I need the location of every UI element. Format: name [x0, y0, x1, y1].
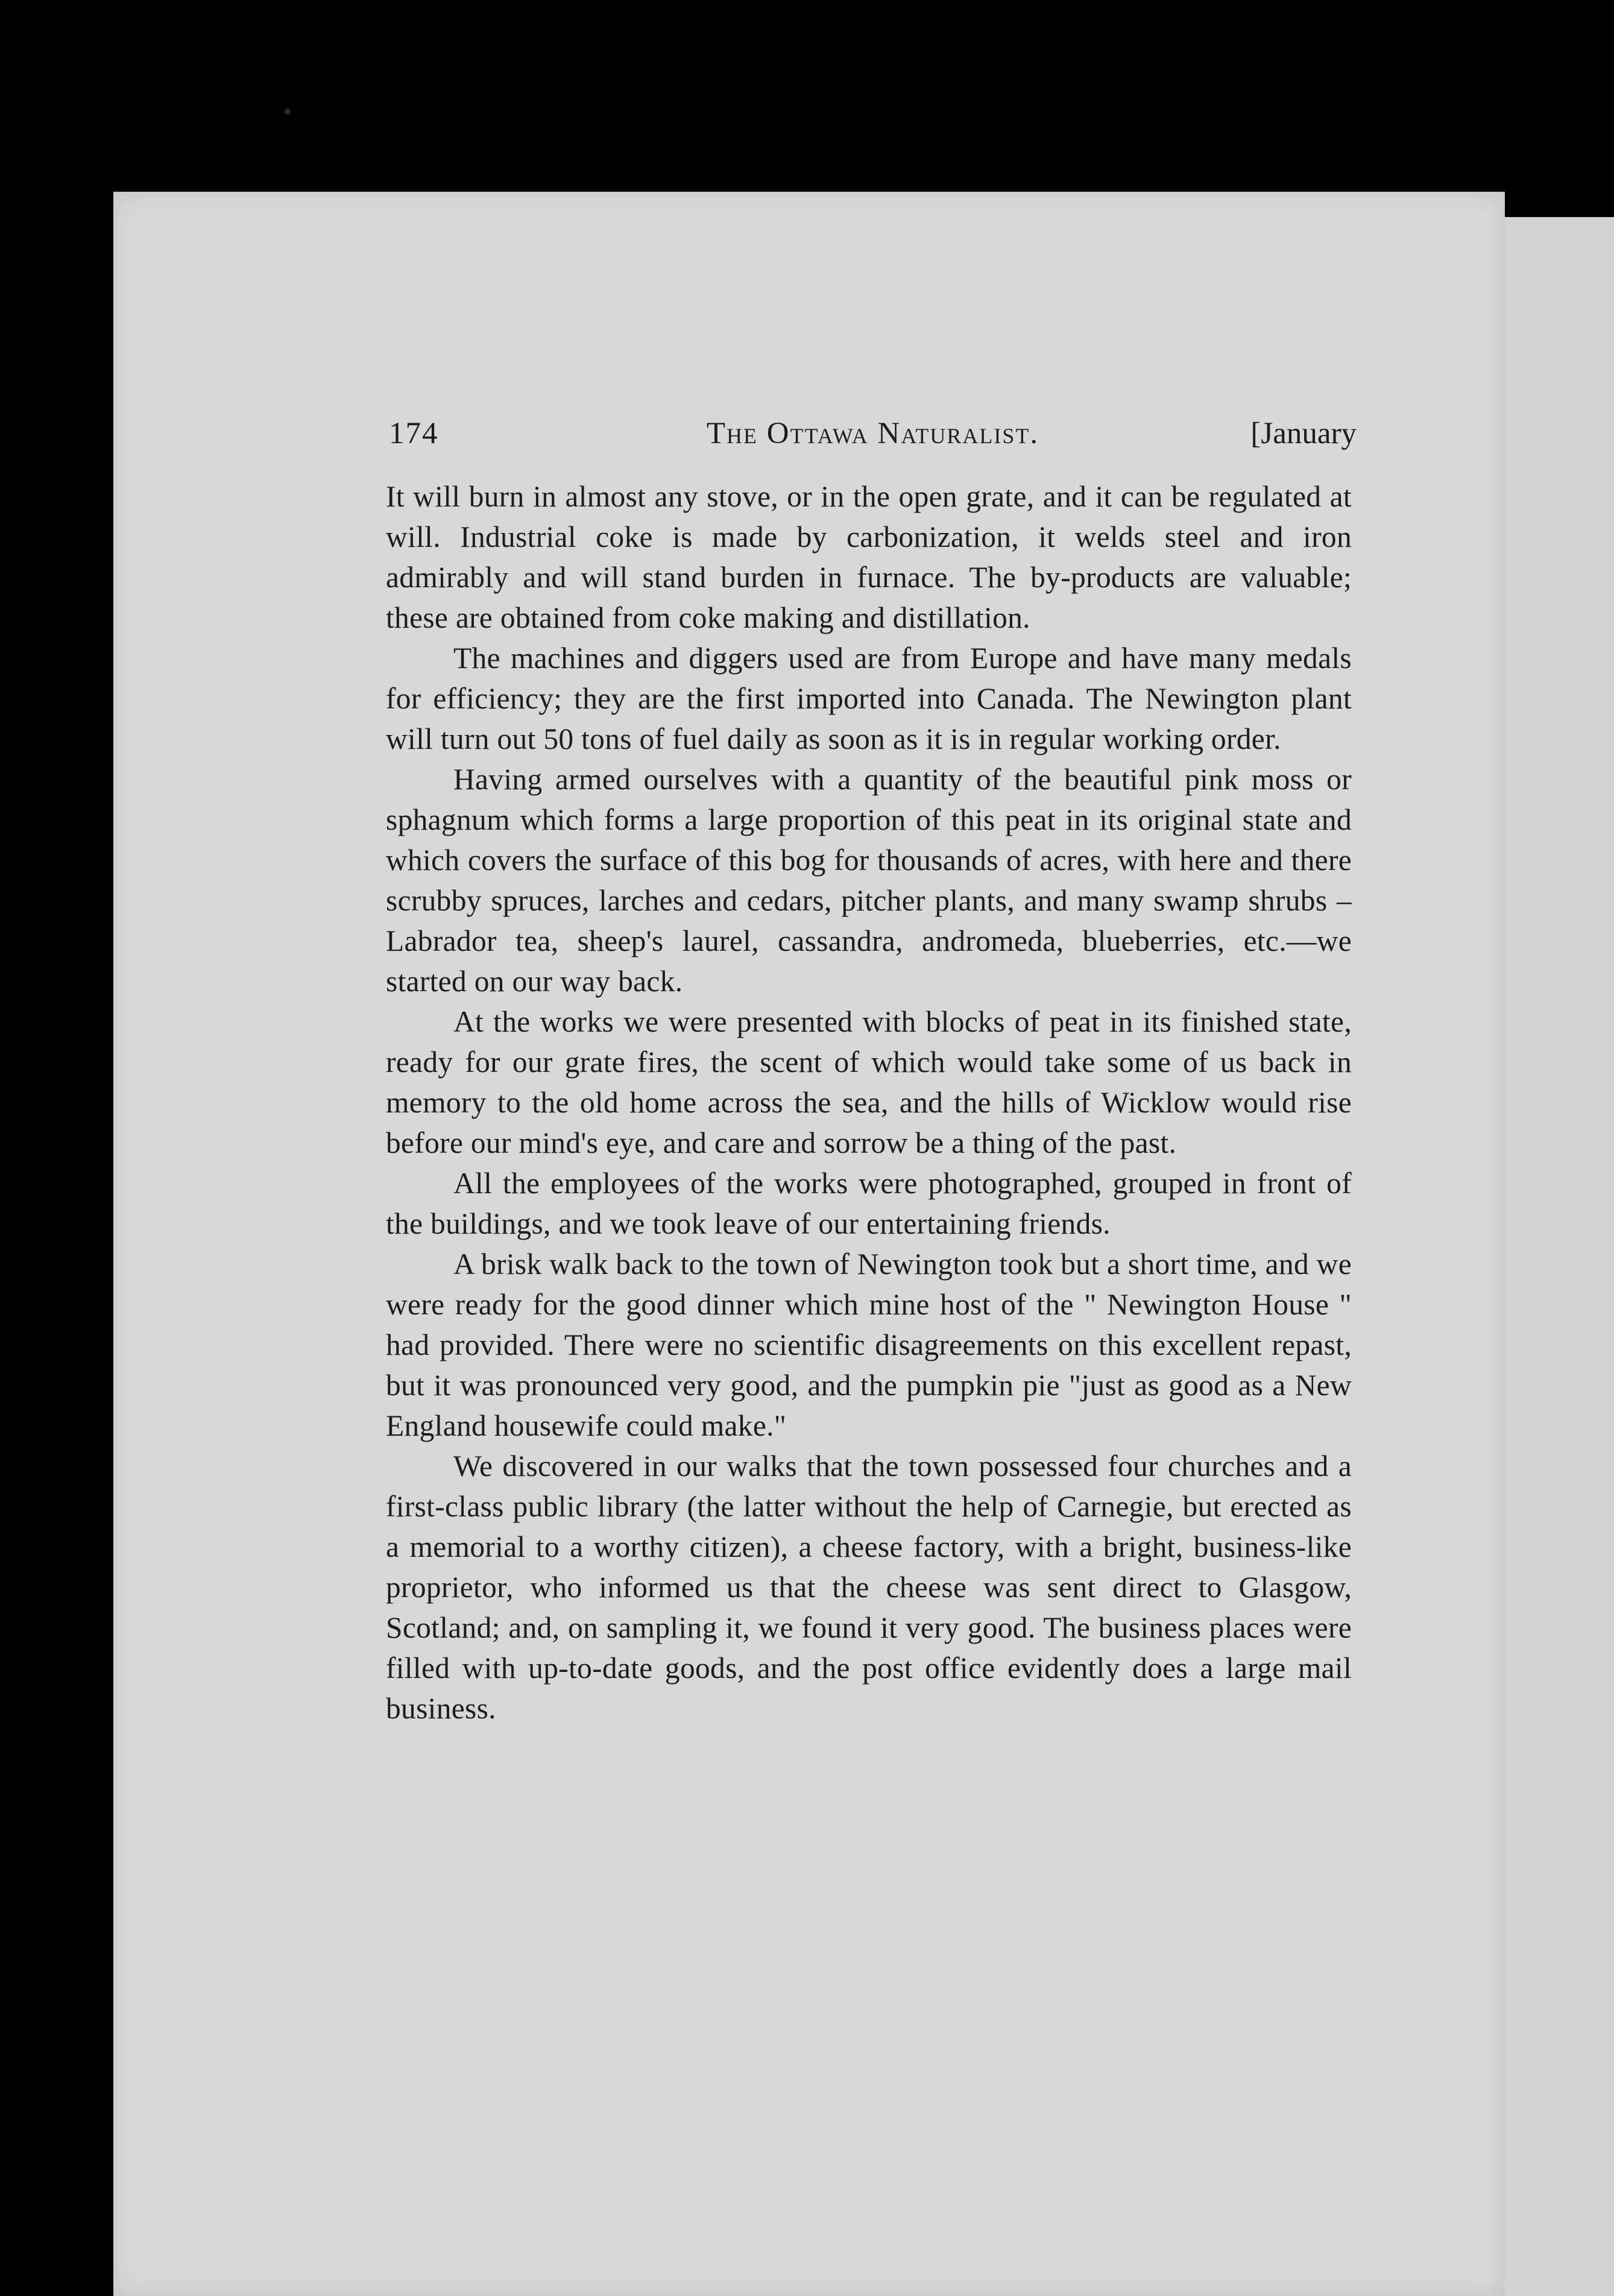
paragraph: It will burn in almost any stove, or in the open grate, and it can be regulated at will. Industrial coke is made by carbonization, it welds steel and iron admirably and will stand burden in furnace. The by-products are valuable; these are obtained from coke making and distillation. [386, 480, 1352, 634]
article-body [386, 476, 1352, 1729]
paragraph: We discovered in our walks that the town possessed four churches and a first-class public library (the latter without the help of Carnegie, but erected as a memorial to a worthy citizen), a cheese factory, with a bright, business-like proprietor, who informed us that the cheese was sent direct to Glasgow, Scotland; and, on sampling it, we found it very good. The business places were filled with up-to-date goods, and the post office evidently does a large mail business. [386, 1449, 1352, 1725]
journal-title: The Ottawa Naturalist. [706, 417, 1039, 450]
paragraph: The machines and diggers used are from Europe and have many medals for efficiency; they are the first imported into Canada. The Newington plant will turn out 50 tons of fuel daily as soon as it is in regular working order. [386, 642, 1352, 755]
scan-speck [285, 109, 291, 115]
paragraph: Having armed ourselves with a quantity of the beautiful pink moss or sphagnum which forms a large proportion of this peat in its original state and which covers the surface of this bog for thousands of acres, with here and there scrubby spruces, larches and cedars, pitcher plants, and many swamp shrubs – Labrador tea, sheep's laurel, cassandra, andromeda, blueberries, etc.—we started on our way back. [386, 763, 1352, 998]
running-head [389, 411, 1357, 459]
page-number: 174 [389, 417, 439, 450]
paragraph: All the employees of the works were photographed, grouped in front of the buildings, and we took leave of our entertaining friends. [386, 1167, 1352, 1240]
issue-month: [January [1250, 417, 1357, 450]
paragraph: At the works we were presented with blocks of peat in its finished state, ready for our grate fires, the scent of which would take some of us back in memory to the old home across the sea, and the hills of Wicklow would rise before our mind's eye, and care and sorrow be a thing of the past. [386, 1005, 1352, 1159]
paragraph: A brisk walk back to the town of Newington took but a short time, and we were ready for the good dinner which mine host of the " Newington House " had provided. There were no scientific disagreements on this excellent repast, but it was pronounced very good, and the pumpkin pie "just as good as a New England housewife could make." [386, 1247, 1352, 1442]
facing-page-edge [1492, 217, 1614, 2296]
